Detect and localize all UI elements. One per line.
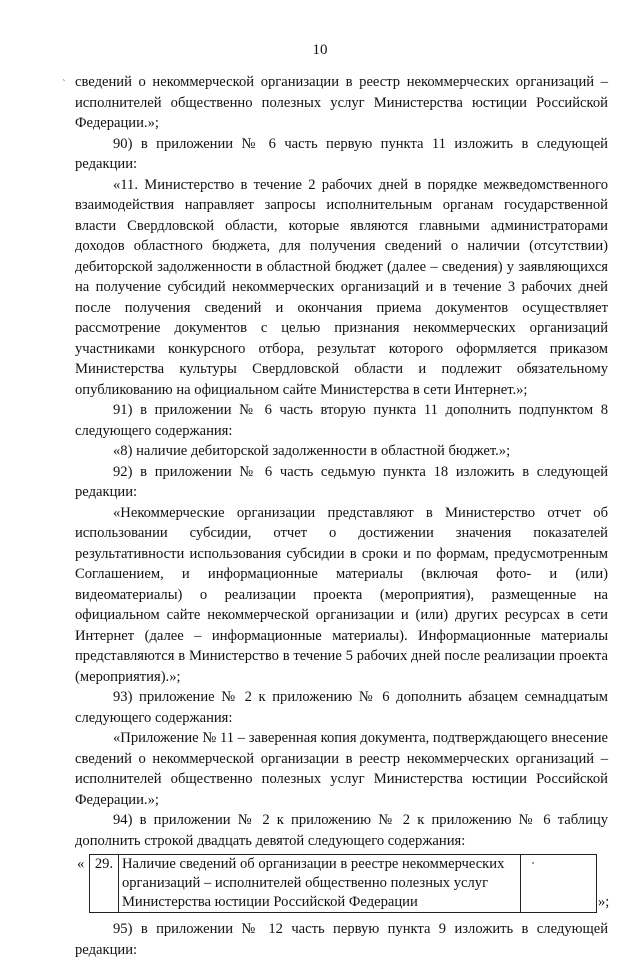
paragraph-quote-reports: «Некоммерческие организации представляют в Министерство отчет об использовании субсидии, отчет о достижении значения показателей результативности использования субсидии в сроки и по формам, предусмотренным Соглашением, и информационные материалы (включая фото- и (или) видеоматериалы) о реализации проекта (мероприятия), размещенные на официальном сайте некоммерческой организации и (или) других ресурсах в сети Интернет (далее – информационные материалы). Информационные материалы представляются в Министерство в течение 5 рабочих дней после реализации проекта (мероприятия).»; bbox=[75, 504, 608, 685]
paragraph-item-93: 93) приложение № 2 к приложению № 6 дополнить абзацем семнадцатым следующего содержания: bbox=[75, 689, 608, 726]
page-number: 10 bbox=[312, 42, 328, 58]
paragraph-quote-11: «11. Министерство в течение 2 рабочих дней в порядке межведомственного взаимодействия направляет запросы исполнительным органам государственной власти Свердловской области, которые являются главными администраторами доходов областного бюджета, для получения сведений о наличии (отсутствии) дебиторской задолженности в областной бюджет (далее – сведения) у заявляющихся на получение субсидий некоммерческих организаций и в течение 3 рабочих дней после получения сведений и окончания приема документов осуществляет рассмотрение документов с целью признания некоммерческих организаций участниками конкурсного отбора, результат которого оформляется приказом Министерства культуры Свердловской области и подлежит обязательному опубликованию на официальном сайте Министерства в сети Интернет.»; bbox=[75, 176, 608, 398]
inserted-table-row bbox=[75, 854, 608, 916]
scan-speck bbox=[532, 862, 534, 864]
paragraph-item-94: 94) в приложении № 2 к приложению № 2 к приложению № 6 таблицу дополнить строкой двадцать девятой следующего содержания: bbox=[75, 812, 608, 849]
paragraph-item-92: 92) в приложении № 6 часть седьмую пункта 18 изложить в следующей редакции: bbox=[75, 463, 608, 500]
paragraph-quote-8: «8) наличие дебиторской задолженности в областной бюджет.»; bbox=[113, 443, 511, 459]
table-open-quote: « bbox=[77, 856, 85, 872]
paragraph: сведений о некоммерческой организации в реестр некоммерческих организаций – исполнителей общественно полезных услуг Министерства юстиции Российской Федерации.»; bbox=[75, 74, 608, 131]
document-body bbox=[75, 72, 608, 960]
table-close-quote: »; bbox=[598, 894, 610, 910]
table-row bbox=[90, 855, 597, 913]
paragraph-quote-appendix-11: «Приложение № 11 – заверенная копия документа, подтверждающего внесение сведений о некоммерческой организации в реестр некоммерческих организаций – исполнителей общественно полезных услуг Министерства юстиции Российской Федерации.»; bbox=[75, 730, 608, 808]
paragraph-item-95: 95) в приложении № 12 часть первую пункта 9 изложить в следующей редакции: bbox=[75, 921, 608, 958]
paragraph-item-91: 91) в приложении № 6 часть вторую пункта 11 дополнить подпунктом 8 следующего содержания: bbox=[75, 402, 608, 439]
margin-mark: ˴ bbox=[62, 73, 66, 85]
paragraph-item-90: 90) в приложении № 6 часть первую пункта 11 изложить в следующей редакции: bbox=[75, 135, 608, 172]
table bbox=[89, 854, 597, 913]
table-cell-number: 29. bbox=[90, 855, 119, 913]
table-cell-text: Наличие сведений об организации в реестре некоммерческих организаций – исполнителей общественно полезных услуг Министерства юстиции Российской Федерации bbox=[118, 855, 520, 913]
